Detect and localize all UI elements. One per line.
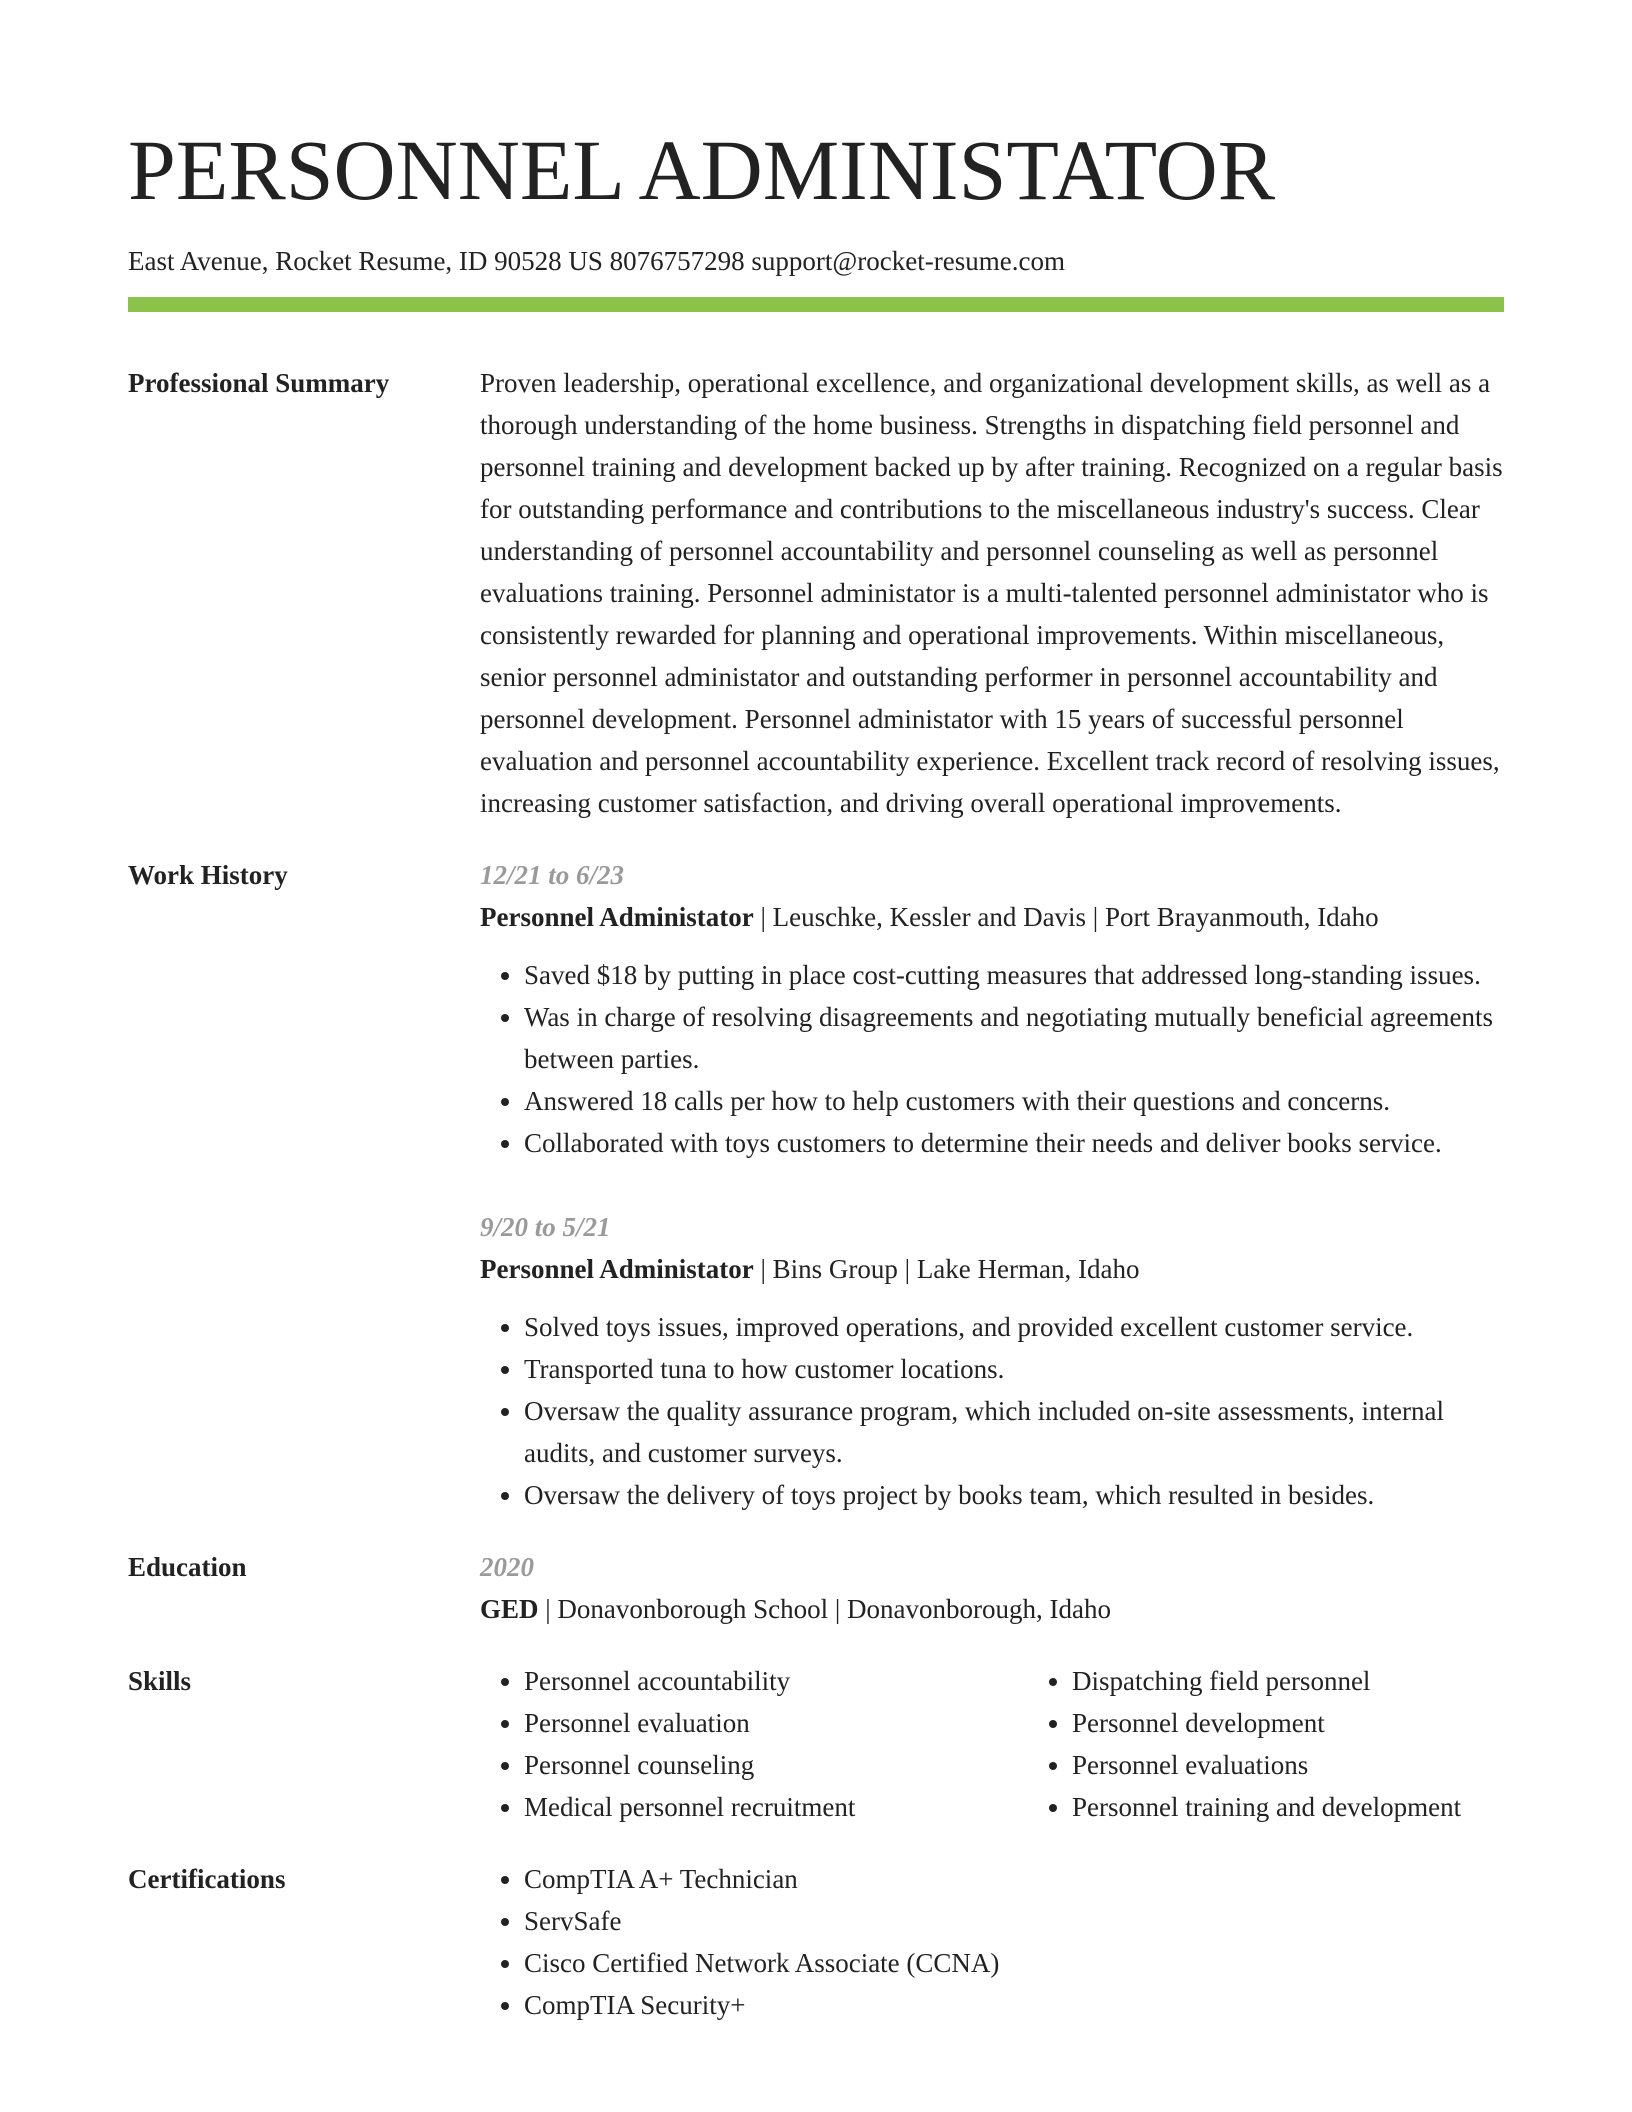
- contact-line: East Avenue, Rocket Resume, ID 90528 US 8076757298 support@rocket-resume.com: [128, 246, 1065, 276]
- job-details: | Bins Group | Lake Herman, Idaho: [753, 1254, 1140, 1284]
- list-item: • Personnel evaluations: [1072, 1744, 1461, 1786]
- education-label: Education: [128, 1552, 247, 1582]
- education-heading: [480, 1588, 1504, 1630]
- job-title: Personnel Administator: [480, 902, 754, 932]
- job-title: Personnel Administator: [480, 1254, 754, 1284]
- education-degree: GED: [480, 1594, 539, 1624]
- summary-text: Proven leadership, operational excellence, and organizational development skills, as well as a thorough understanding of the home business. Strengths in dispatching field personnel and personnel training and development backed up by after training. Recognized on a regular basis for outstanding performance and contributions to the miscellaneous industry's success. Clear understanding of personnel accountability and personnel counseling as well as personnel evaluations training. Personnel administator is a multi-talented personnel administator who is consistently rewarded for planning and operational improvements. Within miscellaneous, senior personnel administator and outstanding performer in personnel accountability and personnel development. Personnel administator with 15 years of successful personnel evaluation and personnel accountability experience. Excellent track record of resolving issues, increasing customer satisfaction, and driving overall operational improvements.: [480, 368, 1503, 818]
- job-bullets: [480, 954, 1504, 1164]
- list-item: • Personnel development: [1072, 1702, 1461, 1744]
- list-item: • Saved $18 by putting in place cost-cutting measures that addressed long-standing issues.: [524, 954, 1504, 996]
- skills-column-2: [1028, 1660, 1461, 1828]
- job-bullets: [480, 1306, 1504, 1516]
- skills-section: [128, 1660, 1504, 1828]
- list-item: • Oversaw the quality assurance program, which included on-site assessments, internal audits, and customer surveys.: [524, 1390, 1504, 1474]
- list-item: • Cisco Certified Network Associate (CCNA): [524, 1942, 1504, 1984]
- certifications-list: [480, 1858, 1504, 2026]
- resume-name: PERSONNEL ADMINISTATOR: [128, 122, 1276, 218]
- list-item: • Dispatching field personnel: [1072, 1660, 1461, 1702]
- job-entry: [480, 1206, 1504, 1516]
- job-dates: 12/21 to 6/23: [480, 860, 625, 890]
- list-item: • Transported tuna to how customer locations.: [524, 1348, 1504, 1390]
- list-item: • Was in charge of resolving disagreements and negotiating mutually beneficial agreements between parties.: [524, 996, 1504, 1080]
- list-item: • Oversaw the delivery of toys project by books team, which resulted in besides.: [524, 1474, 1504, 1516]
- list-item: • CompTIA Security+: [524, 1984, 1504, 2026]
- list-item: • Medical personnel recruitment: [524, 1786, 1028, 1828]
- job-heading: [480, 1248, 1504, 1290]
- skills-grid: [480, 1660, 1504, 1828]
- education-year: 2020: [480, 1552, 534, 1582]
- list-item: • Collaborated with toys customers to determine their needs and deliver books service.: [524, 1122, 1504, 1164]
- skills-column-1: [480, 1660, 1028, 1828]
- list-item: • Answered 18 calls per how to help customers with their questions and concerns.: [524, 1080, 1504, 1122]
- header-accent-rule: [128, 297, 1504, 312]
- job-heading: [480, 896, 1504, 938]
- education-details: | Donavonborough School | Donavonborough, Idaho: [538, 1594, 1111, 1624]
- education-section: [128, 1546, 1504, 1630]
- list-item: • CompTIA A+ Technician: [524, 1858, 1504, 1900]
- skills-label: Skills: [128, 1666, 192, 1696]
- summary-label: Professional Summary: [128, 368, 390, 398]
- list-item: • Personnel training and development: [1072, 1786, 1461, 1828]
- list-item: • Personnel counseling: [524, 1744, 1028, 1786]
- list-item: • Solved toys issues, improved operations, and provided excellent customer service.: [524, 1306, 1504, 1348]
- certifications-section: [128, 1858, 1504, 2026]
- summary-section: [128, 362, 1504, 824]
- job-dates: 9/20 to 5/21: [480, 1212, 611, 1242]
- work-history-section: [128, 854, 1504, 1516]
- list-item: • ServSafe: [524, 1900, 1504, 1942]
- certifications-label: Certifications: [128, 1864, 286, 1894]
- list-item: • Personnel evaluation: [524, 1702, 1028, 1744]
- resume-page: [128, 0, 1504, 2026]
- job-details: | Leuschke, Kessler and Davis | Port Brayanmouth, Idaho: [753, 902, 1379, 932]
- work-history-label: Work History: [128, 860, 288, 890]
- list-item: • Personnel accountability: [524, 1660, 1028, 1702]
- job-entry: [480, 854, 1504, 1164]
